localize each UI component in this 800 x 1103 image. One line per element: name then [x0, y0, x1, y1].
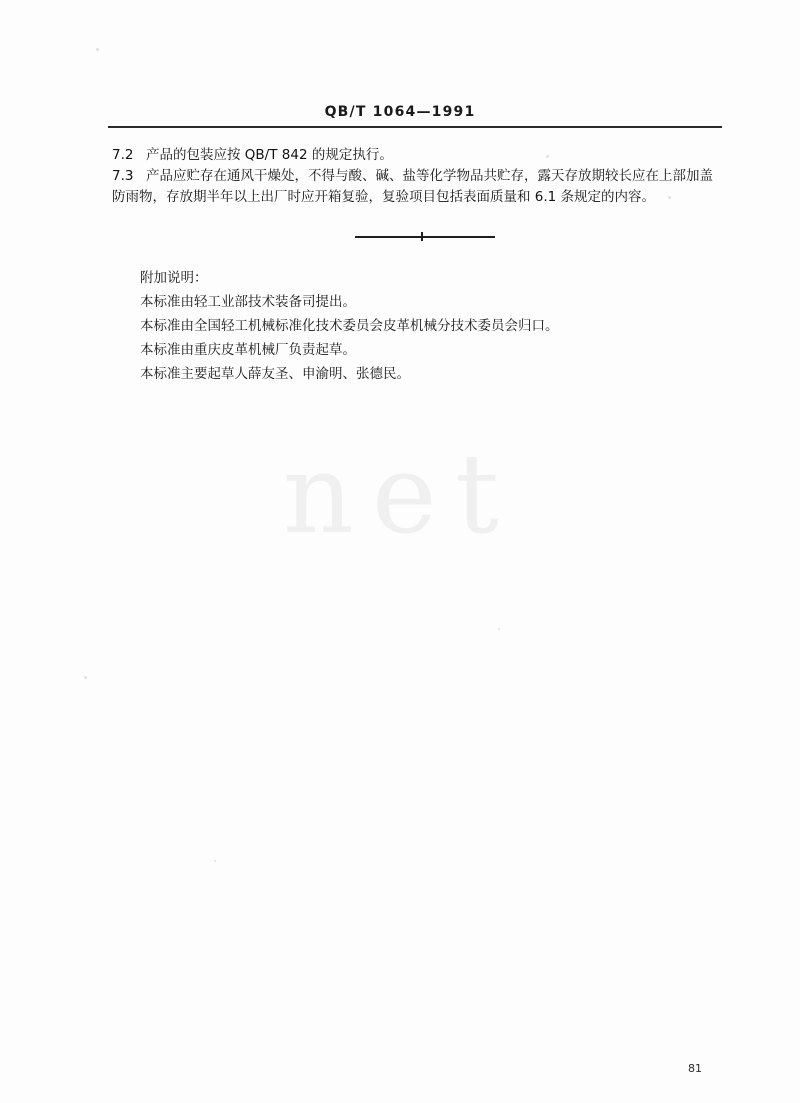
supplementary-note-line-1: 本标准由轻工业部技术装备司提出。: [140, 294, 356, 310]
supplementary-note-line-3: 本标准由重庆皮革机械厂负责起草。: [140, 342, 356, 358]
page-number: 81: [688, 1062, 702, 1075]
watermark-text: net: [282, 430, 518, 558]
clause-7-3-number: 7.3: [112, 168, 134, 184]
scan-speckle: [214, 860, 216, 862]
clause-7-3-text: 产品应贮存在通风干燥处，不得与酸、碱、盐等化学物品共贮存，露天存放期较长应在上部加盖防雨物，存放期半年以上出厂时应开箱复验，复验项目包括表面质量和 6.1 条规定的内容。: [112, 168, 713, 205]
supplementary-note-line-4: 本标准主要起草人薛友圣、申渝明、张德民。: [140, 366, 410, 382]
section-divider-ornament: [355, 236, 495, 238]
scan-speckle: [96, 48, 99, 51]
scan-speckle: [498, 628, 500, 630]
page-header-standard-number: QB/T 1064—1991: [324, 104, 476, 120]
clause-7-2-number: 7.2: [112, 147, 134, 163]
clause-7-3: [112, 166, 724, 208]
clause-7-2: [112, 145, 722, 166]
supplementary-note-title: 附加说明：: [140, 270, 208, 286]
supplementary-note-line-2: 本标准由全国轻工机械标准化技术委员会皮革机械分技术委员会归口。: [140, 318, 559, 334]
header-divider-rule: [108, 126, 722, 128]
supplementary-note-block: [140, 266, 700, 386]
scan-speckle: [84, 676, 87, 679]
clause-7-2-text: 产品的包装应按 QB/T 842 的规定执行。: [146, 147, 393, 163]
